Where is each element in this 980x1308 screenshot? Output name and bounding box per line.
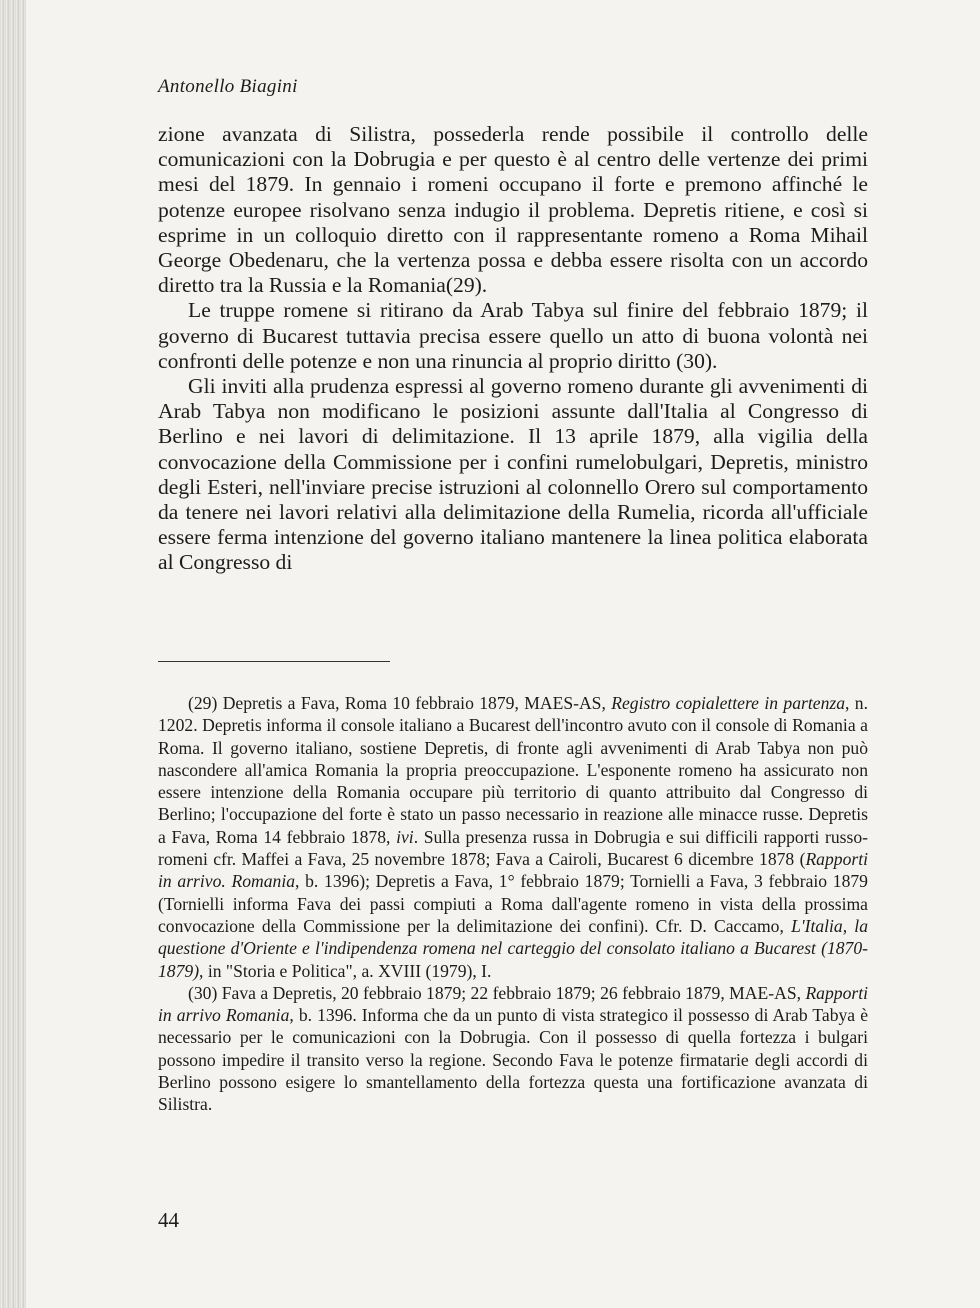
footnote-29-part: . Sulla presenza russa in Dobrugia e sui difficili rapporti russo-romeni cfr. Maffei a Fava, 25 novembre 1878; Fava a Cairoli, Bucarest 6 dicembre 1878 (	[158, 826, 868, 870]
footnote-30-part: , b. 1396. Informa che da un punto di vista strategico il possesso di Arab Tabya è necessario per le comunicazioni con la Dobrugia. Con il possesso di quella fortezza i bulgari possono impedire il transito verso la regione. Secondo Fava le potenze firmatarie degli accordi di Berlino possono esigere lo smantellamento della fortezza questa una fortificazione avanzata di Silistra.	[158, 1005, 869, 1115]
main-text	[158, 122, 868, 576]
footnote-29-series: Rapporti in arrivo. Romania	[158, 849, 868, 892]
running-head-author: Antonello Biagini	[158, 76, 298, 97]
footnote-29-part: , n. 1202. Depretis informa il console italiano a Bucarest dell'incontro avuto con il console di Romania a Roma. Il governo italiano, sostiene Depretis, di fronte agli avvenimenti di Arab Tabya non può nascondere all'amica Romania la propria preoccupazione. L'esponente romeno ha assicurato non essere intenzione della Romania occupare più territorio di quanto attribuito dal Congresso di Berlino; l'occupazione del forte è stato un passo necessario in reazione alle minacce russe. Depretis a Fava, Roma 14 febbraio 1878,	[158, 693, 868, 847]
paragraph-1: zione avanzata di Silistra, possederla rende possibile il controllo delle comunicazioni con la Dobrugia e per questo è al centro delle vertenze dei primi mesi del 1879. In gennaio i romeni occupano il forte e premono affinché le potenze europee risolvano senza indugio il problema. Depretis ritiene, e così si esprime in un colloquio diretto con il rappresentante romeno a Roma Mihail George Obedenaru, che la vertenza possa e debba essere risolta con un accordo diretto tra la Russia e la Romania(29).	[158, 122, 868, 298]
footnotes	[158, 692, 868, 1116]
footnote-29-part: , in "Storia e Politica", a. XVIII (1979), I.	[199, 960, 492, 981]
book-spine-edge	[0, 0, 26, 1308]
footnote-separator	[158, 661, 390, 662]
footnote-29-part: , b. 1396); Depretis a Fava, 1° febbraio 1879; Tornielli a Fava, 3 febbraio 1879 (Tornielli informa Fava dei passi compiuti a Roma dall'agente romeno in vista della prossima convocazione della Commissione per la delimitazione dei confini). Cfr. D. Caccamo,	[158, 871, 868, 936]
footnote-29-ivi: ivi	[396, 826, 414, 847]
page-number: 44	[158, 1208, 179, 1232]
footnote-29-title: Registro copialettere in partenza	[611, 693, 846, 713]
footnote-30-series: Rapporti in arrivo Romania	[158, 982, 868, 1026]
footnote-30-part: (30) Fava a Depretis, 20 febbraio 1879; 22 febbraio 1879; 26 febbraio 1879, MAE-AS,	[188, 982, 806, 1003]
paragraph-3: Gli inviti alla prudenza espressi al governo romeno durante gli avvenimenti di Arab Tabya non modificano le posizioni assunte dall'Italia al Congresso di Berlino e nei lavori di delimitazione. Il 13 aprile 1879, alla vigilia della convocazione della Commissione per i confini rumelobulgari, Depretis, ministro degli Esteri, nell'inviare precise istruzioni al colonnello Orero sul comportamento da tenere nei lavori relativi alla delimitazione della Rumelia, ricorda all'ufficiale essere ferma intenzione del governo italiano mantenere la linea politica elaborata al Congresso di	[158, 374, 868, 575]
footnote-29-book-title: L'Italia, la questione d'Oriente e l'indipendenza romena nel carteggio del consolato italiano a Bucarest (1870-1879)	[158, 915, 868, 981]
footnote-29-part: (29) Depretis a Fava, Roma 10 febbraio 1879, MAES-AS,	[188, 693, 612, 713]
footnote-29	[158, 692, 868, 982]
paragraph-2: Le truppe romene si ritirano da Arab Tabya sul finire del febbraio 1879; il governo di Bucarest tuttavia precisa essere quello un atto di buona volontà nei confronti delle potenze e non una rinuncia al proprio diritto (30).	[158, 298, 868, 373]
footnote-30	[158, 982, 868, 1116]
